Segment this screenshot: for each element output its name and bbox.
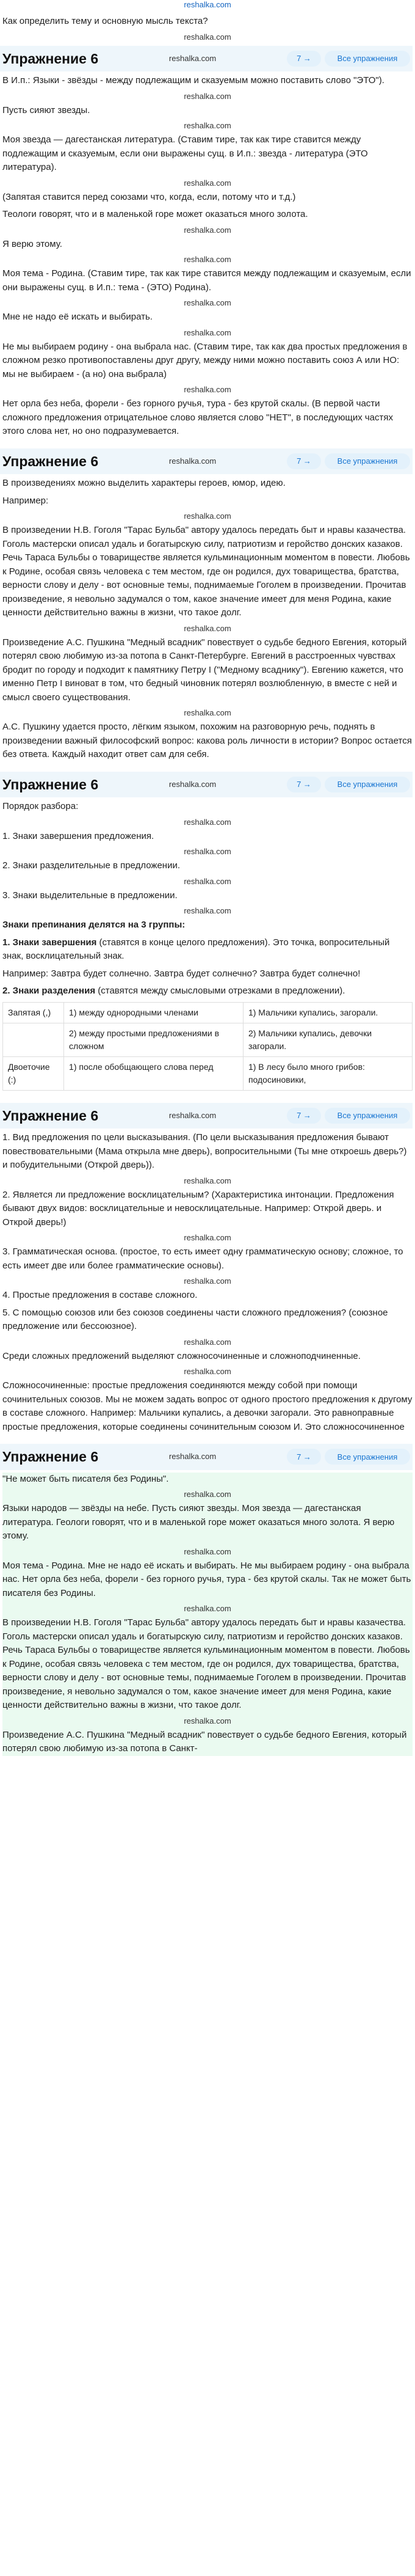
exercise-title: Упражнение 6: [2, 1449, 99, 1465]
text-line: В произведениях можно выделить характеры героев, юмор, идею.: [2, 478, 286, 488]
text-line: [2, 936, 413, 964]
watermark: reshalka.com: [184, 178, 231, 188]
watermark: reshalka.com: [184, 708, 231, 717]
bold-term: 1. Знаки завершения: [2, 937, 97, 948]
all-exercises-button[interactable]: Все упражнения: [325, 1108, 410, 1124]
next-page-button[interactable]: 7 →: [287, 1108, 321, 1124]
watermark: reshalka.com: [184, 91, 231, 101]
next-page-button[interactable]: 7 →: [287, 777, 321, 792]
watermark: reshalka.com: [184, 1276, 231, 1286]
text-line: В И.п.: Языки - звёзды - между подлежащим и сказуемым можно поставить слово "ЭТО").: [2, 75, 384, 86]
table-row: [3, 1002, 413, 1023]
text-line: 3. Знаки выделительные в предложении.: [2, 890, 178, 901]
table-cell: 1) В лесу было много грибов: подосиновики,: [243, 1056, 412, 1090]
bold-term: 2. Знаки разделения: [2, 986, 96, 996]
exercise-title: Упражнение 6: [2, 453, 99, 469]
exercise-block-1: [0, 10, 415, 439]
text-line: Например:: [2, 495, 49, 506]
table-cell: 1) после обобщающего слова перед: [64, 1056, 244, 1090]
watermark: reshalka.com: [184, 385, 231, 394]
table-cell: 2) между простыми предложениями в сложном: [64, 1023, 244, 1056]
all-exercises-button[interactable]: Все упражнения: [325, 51, 410, 67]
exercise-title: Упражнение 6: [2, 1107, 99, 1124]
text-line: Знаки препинания делятся на 3 группы:: [2, 920, 186, 930]
next-page-button[interactable]: 7 →: [287, 51, 321, 67]
text-line: Порядок разбора:: [2, 801, 79, 811]
table-cell: 2) Мальчики купались, девочки загорали.: [243, 1023, 412, 1056]
next-page-button[interactable]: 7 →: [287, 453, 321, 469]
essay-paragraph: В произведении Н.В. Гоголя "Тарас Бульба" автору удалось передать быт и нравы казачества. Гоголь мастерски описал удаль и богатырскую силу, патриотизм и геройство донских казаков. Речь Тараса Бульбы о товариществе является кульминационным моментом в повести. Любовь к Родине, особая связь человека с тем местом, где он родился, дух товарищества, братства, верности слову и делу - вот основные темы, поднимаемые Гоголем в произведении. Прочитав произведение, я невольно задумался о том, какое значение имеет для меня Родина, какие ценности действительно важны в жизни, что такое долг.: [2, 1617, 410, 1710]
exercise-block-3: [0, 766, 415, 1091]
text-line: [2, 984, 413, 998]
text-paragraph: А.С. Пушкину удается просто, лёгким языком, похожим на разговорную речь, поднять в произведении важный философский вопрос: какова роль личности в истории? Вопрос остается без ответа. Каждый находит ответ сам для себя.: [2, 722, 412, 759]
text-paragraph: Произведение А.С. Пушкина "Медный всадник" повествует о судьбе бедного Евгения, который потерял свою любимую из-за потопа в Санкт-Петербурге. Евгений в расстроенных чувствах бродит по городу и подходит к памятнику Петру I ("Медному всаднику"). Евгению кажется, что именно Петр I виноват в том, что бедный чиновник потерял возлюбленную, в вместе с ней и смысл своего существования.: [2, 637, 407, 703]
watermark: reshalka.com: [168, 779, 217, 789]
watermark: reshalka.com: [184, 1233, 231, 1242]
text-line: Например: Завтра будет солнечно. Завтра будет солнечно? Завтра будет солнечно!: [2, 968, 361, 979]
exercise-header: [0, 46, 413, 72]
text-paragraph: 3. Грамматическая основа. (простое, то есть имеет одну грамматическую основу; сложное, то есть имеет две или более грамматические основы).: [2, 1246, 403, 1271]
table-row: [3, 1023, 413, 1056]
watermark: reshalka.com: [184, 1367, 231, 1376]
text-part: (ставятся между смысловыми отрезками в предложении).: [95, 986, 345, 996]
exercise-header: [0, 448, 413, 475]
all-exercises-button[interactable]: Все упражнения: [325, 453, 410, 469]
watermark: reshalka.com: [184, 1716, 231, 1725]
watermark: reshalka.com: [184, 623, 231, 633]
watermark: reshalka.com: [184, 1337, 231, 1347]
text-paragraph: 2. Является ли предложение восклицательным? (Характеристика интонации. Предложения бывают двух видов: восклицательные и невосклицательные. Например: Открой дверь. и Открой дверь!): [2, 1189, 394, 1228]
exercise-header: [0, 772, 413, 798]
exercise-title: Упражнение 6: [2, 776, 99, 792]
table-cell: Двоеточие (:): [3, 1056, 64, 1090]
text-paragraph: 1. Вид предложения по цели высказывания. (По цели высказывания предложения бывают повествовательными (Мама открыла мне дверь), вопросительными (Ты мне откроешь дверь?) и побудительными (Открой дверь)).: [2, 1132, 407, 1170]
text-line: Теологи говорят, что и в маленькой горе может оказаться много золота.: [2, 209, 308, 219]
watermark: reshalka.com: [168, 1110, 217, 1120]
text-paragraph: Сложносочиненные: простые предложения соединяются между собой при помощи сочинительных союзов. Мы не можем задать вопрос от одного простого предложения к другому в составе сложного. Например: Мальчики купались, а девочки загорали. Это равноправные простые предложения, которые соединены сочинительным союзом И. Это сложносочиненное: [2, 1380, 413, 1432]
text-line: Мне не надо её искать и выбирать.: [2, 312, 153, 322]
watermark: reshalka.com: [184, 225, 231, 235]
exercise-block-5: [0, 1438, 415, 1756]
table-row: [3, 1056, 413, 1090]
watermark: reshalka.com: [184, 1176, 231, 1185]
text-line: 4. Простые предложения в составе сложного.: [2, 1290, 198, 1300]
exercise-header: [0, 1103, 413, 1129]
exercise-block-4: [0, 1097, 415, 1435]
table-cell: [3, 1023, 64, 1056]
essay-paragraph: Произведение А.С. Пушкина "Медный всадник" повествует о судьбе бедного Евгения, который потерял свою любимую из-за потопа в Санкт-: [2, 1729, 407, 1754]
watermark: reshalka.com: [184, 121, 231, 130]
all-exercises-button[interactable]: Все упражнения: [325, 1449, 410, 1465]
watermark: reshalka.com: [184, 327, 231, 337]
text-line: (Запятая ставится перед союзами что, когда, если, потому что и т.д.): [2, 191, 296, 202]
text-line: Я верю этому.: [2, 238, 62, 249]
essay-paragraph: Языки народов — звёзды на небе. Пусть сияют звезды. Моя звезда — дагестанская литература. Геологи говорят, что и в маленькой горе может оказаться много золота. Я верю этому.: [2, 1503, 395, 1541]
question-text: Как определить тему и основную мысль текста?: [2, 16, 208, 26]
next-page-button[interactable]: 7 →: [287, 1449, 321, 1465]
table-cell: 1) Мальчики купались, загорали.: [243, 1002, 412, 1023]
text-line: Моя тема - Родина. (Ставим тире, так как тире ставится между подлежащим и сказуемым, если они выражены сущ. в И.п.: тема - (ЭТО) Родина).: [2, 268, 411, 293]
exercise-header: [0, 1444, 413, 1470]
punctuation-table: [2, 1002, 413, 1091]
watermark: reshalka.com: [184, 906, 231, 915]
text-paragraph: Среди сложных предложений выделяют сложносочиненные и сложноподчиненные.: [2, 1350, 361, 1361]
watermark: reshalka.com: [184, 1604, 231, 1613]
text-line: Пусть сияют звезды.: [2, 104, 90, 115]
watermark: reshalka.com: [184, 298, 231, 307]
watermark: reshalka.com: [184, 1546, 231, 1556]
text-line: Не мы выбираем родину - она выбрала нас. (Ставим тире, так как два простых предложения в сложном резко противопоставлены друг другу, между ними можно поставить союз А или НО: мы не выбираем - (а но) она выбрала): [2, 341, 408, 379]
text-line: 2. Знаки разделительные в предложении.: [2, 860, 180, 871]
watermark: reshalka.com: [184, 876, 231, 886]
all-exercises-button[interactable]: Все упражнения: [325, 777, 410, 792]
table-cell: 1) между однородными членами: [64, 1002, 244, 1023]
exercise-title: Упражнение 6: [2, 50, 99, 67]
text-line: Моя звезда — дагестанская литература. (Ставим тире, так как тире ставится между подлежащим и сказуемым, если они выражены сущ. в И.п.: звезда - литература (ЭТО литература).: [2, 134, 368, 172]
text-part: (ставятся в конце целого предложения). Это точка, вопросительный знак, восклицательный знак.: [2, 937, 390, 961]
text-line: Нет орла без неба, форели - без горного ручья, тура - без крутой скалы. (В первой части сложного предложения отрицательное слово является слово "НЕТ", в последующих частях этого слова нет, но оно подразумевается.: [2, 398, 394, 436]
watermark: reshalka.com: [168, 1452, 217, 1462]
essay-paragraph: Моя тема - Родина. Мне не надо её искать и выбирать. Не мы выбираем родину - она выбрала нас. Нет орла без неба, форели - без горного ручья, тура - без крутой скалы. Так не может быть писателя без Родины.: [2, 1560, 411, 1598]
table-cell: Запятая (,): [3, 1002, 64, 1023]
site-url[interactable]: reshalka.com: [184, 0, 231, 9]
essay-title: "Не может быть писателя без Родины".: [2, 1473, 169, 1484]
text-paragraph: В произведении Н.В. Гоголя "Тарас Бульба" автору удалось передать быт и нравы казачества. Гоголь мастерски описал удаль и богатырскую силу, патриотизм и геройство донских казаков. Речь Тараса Бульбы о товариществе является кульминационным моментом в повести. Любовь к Родине, особая связь человека с тем местом, где он родился, дух товарищества, братства, верности слову и делу - вот основные темы, поднимаемые Гоголем в произведении. Прочитав произведение, я невольно задумался о том, какое значение имеет для меня Родина, какие ценности действительно важны в жизни, что такое долг.: [2, 525, 410, 618]
watermark: reshalka.com: [168, 53, 217, 63]
watermark: reshalka.com: [184, 255, 231, 264]
watermark: reshalka.com: [184, 511, 231, 521]
text-paragraph: 5. С помощью союзов или без союзов соединены части сложного предложения? (союзное предложение или бессоюзное).: [2, 1307, 388, 1331]
watermark: reshalka.com: [184, 847, 231, 856]
watermark: reshalka.com: [184, 32, 231, 42]
text-line: 1. Знаки завершения предложения.: [2, 830, 154, 841]
watermark: reshalka.com: [168, 456, 217, 466]
exercise-block-2: [0, 442, 415, 762]
essay-block: [2, 1473, 413, 1756]
watermark: reshalka.com: [184, 817, 231, 827]
watermark: reshalka.com: [184, 1490, 231, 1499]
